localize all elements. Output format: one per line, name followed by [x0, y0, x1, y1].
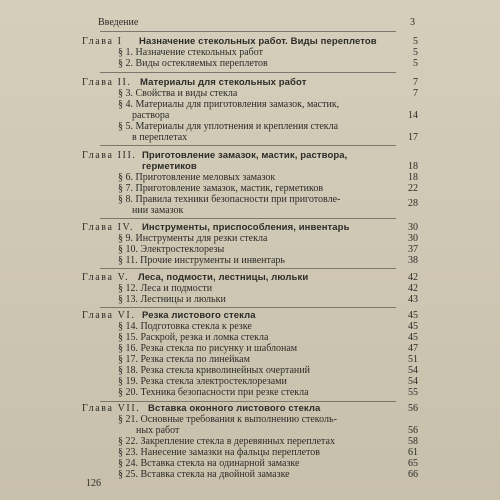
- section-label: § 18. Резка стекла криволинейных очертаний: [118, 365, 310, 376]
- section-label: раствора: [132, 110, 170, 121]
- toc-page-number: 5: [413, 47, 418, 58]
- divider: [100, 401, 396, 402]
- chapter-label: Глава V.: [82, 272, 130, 283]
- section-label: § 13. Лестницы и люльки: [118, 294, 226, 305]
- toc-page-number: 42: [408, 272, 418, 283]
- section-label: § 15. Раскрой, резка и ломка стекла: [118, 332, 269, 343]
- toc-page-number: 14: [408, 110, 418, 121]
- toc-page-number: 38: [408, 255, 418, 266]
- section-label: § 7. Приготовление замазок, мастик, герметиков: [118, 183, 324, 194]
- section-label: § 14. Подготовка стекла к резке: [118, 321, 252, 332]
- toc-entry-label: Введение: [98, 17, 139, 28]
- chapter-label: Глава VI.: [82, 310, 136, 321]
- divider: [100, 307, 396, 308]
- divider: [100, 72, 396, 73]
- chapter-title: Материалы для стекольных работ: [140, 77, 307, 88]
- toc-page-number: 37: [408, 244, 418, 255]
- toc-page-number: 30: [408, 222, 418, 233]
- section-label: § 24. Вставка стекла на одинарной замазке: [118, 458, 300, 469]
- section-label: нии замазок: [132, 205, 184, 216]
- toc-page-number: 3: [410, 17, 415, 28]
- toc-page-number: 28: [408, 198, 418, 209]
- divider: [100, 268, 396, 269]
- section-label: § 1. Назначение стекольных работ: [118, 47, 263, 58]
- section-label: § 21. Основные требования к выполнению стеколь-: [118, 414, 337, 425]
- toc-section-cont: [118, 205, 418, 217]
- section-label: § 3. Свойства и виды стекла: [118, 88, 238, 99]
- toc-page-number: 54: [408, 365, 418, 376]
- toc-page-number: 51: [408, 354, 418, 365]
- section-label: § 11. Прочие инструменты и инвентарь: [118, 255, 285, 266]
- toc-page-number: 58: [408, 436, 418, 447]
- toc-page-number: 61: [408, 447, 418, 458]
- toc-page-number: 22: [408, 183, 418, 194]
- chapter-title: Инструменты, приспособления, инвентарь: [142, 222, 350, 233]
- toc-page-number: 43: [408, 294, 418, 305]
- chapter-title: герметиков: [142, 161, 197, 172]
- section-label: § 25. Вставка стекла на двойной замазке: [118, 469, 290, 480]
- chapter-label: Глава IV.: [82, 222, 135, 233]
- chapter-label: Глава I: [82, 36, 123, 47]
- section-label: § 12. Леса и подмости: [118, 283, 213, 294]
- chapter-title: Леса, подмости, лестницы, люльки: [138, 272, 309, 283]
- section-label: § 20. Техника безопасности при резке стекла: [118, 387, 309, 398]
- divider: [100, 218, 396, 219]
- toc-section: [118, 58, 418, 70]
- section-label: в переплетах: [132, 132, 188, 143]
- chapter-label: Глава III.: [82, 150, 137, 161]
- toc-page-number: 7: [413, 77, 418, 88]
- toc-page-number: 18: [408, 172, 418, 183]
- toc-page-number: 30: [408, 233, 418, 244]
- chapter-title: Вставка оконного листового стекла: [148, 403, 321, 414]
- toc-page-number: 55: [408, 387, 418, 398]
- section-label: § 9. Инструменты для резки стекла: [118, 233, 268, 244]
- toc-page-number: 66: [408, 469, 418, 480]
- toc-page-number: 17: [408, 132, 418, 143]
- toc-page-number: 42: [408, 283, 418, 294]
- toc-page-number: 18: [408, 161, 418, 172]
- chapter-title: Назначение стекольных работ. Виды переплетов: [139, 36, 377, 47]
- chapter-label: Глава II.: [82, 77, 132, 88]
- section-label: § 5. Материалы для уплотнения и крепления стекла: [118, 121, 339, 132]
- divider: [100, 145, 396, 146]
- toc-page-number: 45: [408, 321, 418, 332]
- toc-page-number: 54: [408, 376, 418, 387]
- section-label: ных работ: [136, 425, 180, 436]
- page-number: 126: [86, 478, 101, 489]
- section-label: § 6. Приготовление меловых замазок: [118, 172, 276, 183]
- toc-section-cont: [118, 132, 418, 144]
- chapter-label: Глава VII.: [82, 403, 141, 414]
- toc-page-number: 47: [408, 343, 418, 354]
- toc-page-number: 56: [408, 425, 418, 436]
- toc-page-number: 7: [413, 88, 418, 99]
- toc-page-number: 45: [408, 332, 418, 343]
- divider: [100, 31, 396, 32]
- section-label: § 8. Правила техники безопасности при приготовле-: [118, 194, 341, 205]
- chapter-title: Приготовление замазок, мастик, раствора,: [142, 150, 348, 161]
- section-label: § 4. Материалы для приготовления замазок, мастик,: [118, 99, 340, 110]
- section-label: § 23. Нанесение замазки на фальцы переплетов: [118, 447, 320, 458]
- toc-section: [118, 387, 418, 399]
- toc-section: [118, 294, 418, 306]
- toc-page-number: 56: [408, 403, 418, 414]
- section-label: § 2. Виды остекляемых переплетов: [118, 58, 268, 69]
- section-label: § 10. Электростеклорезы: [118, 244, 225, 255]
- toc-entry: [98, 17, 418, 29]
- section-label: § 17. Резка стекла по линейкам: [118, 354, 250, 365]
- toc-page-number: 5: [413, 58, 418, 69]
- chapter-title: Резка листового стекла: [142, 310, 256, 321]
- toc-section: [118, 469, 418, 481]
- toc-section: [118, 255, 418, 267]
- toc-page-number: 5: [413, 36, 418, 47]
- section-label: § 22. Закрепление стекла в деревянных переплетах: [118, 436, 335, 447]
- toc-page-number: 65: [408, 458, 418, 469]
- toc-page-number: 45: [408, 310, 418, 321]
- section-label: § 19. Резка стекла электростеклорезами: [118, 376, 287, 387]
- section-label: § 16. Резка стекла по рисунку и шаблонам: [118, 343, 298, 354]
